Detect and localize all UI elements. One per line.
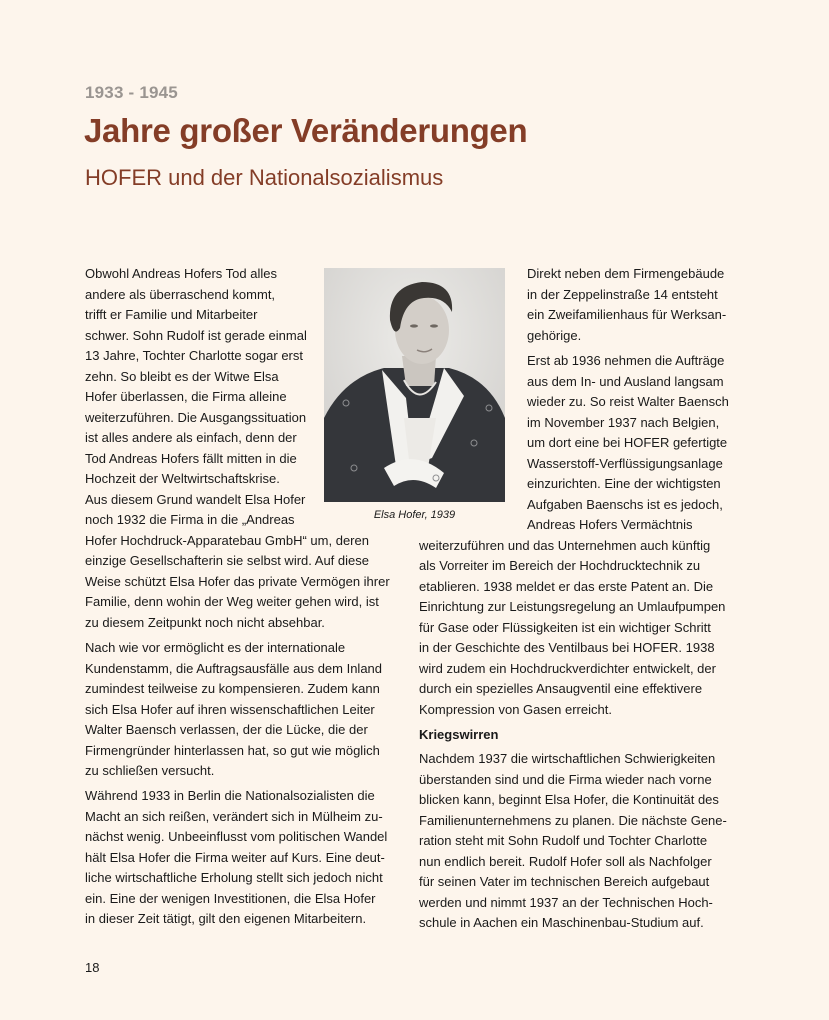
body-text-line: Nachdem 1937 die wirtschaftlichen Schwierigkeiten [419,751,716,766]
body-text-line: zu diesem Zeitpunkt noch nicht absehbar. [85,614,325,630]
body-text-line: Aufgaben Baenschs ist es jedoch, [527,496,723,512]
body-text-line: liche wirtschaftliche Erholung stellt sich jedoch nicht [85,870,383,885]
body-text-line: Firmengründer hinterlassen hat, so gut wie möglich [85,742,380,758]
body-text-line: ein. Eine der wenigen Investitionen, die Elsa Hofer [85,890,376,906]
body-text-line: Walter Baensch verlassen, der die Lücke, die der [85,722,368,737]
body-text-line: noch 1932 die Firma in die „Andreas [85,512,295,527]
page-subtitle: HOFER und der Nationalsozialismus [85,165,444,190]
body-text-line: ein Zweifamilienhaus für Werksan- [527,307,727,322]
body-text-line: einzige Gesellschafterin sie selbst wird. Auf diese [85,553,369,568]
body-text-line: andere als überraschend kommt, [85,286,276,302]
body-text-line: zehn. So bleibt es der Witwe Elsa [85,368,279,384]
body-text-line: Kompression von Gasen erreicht. [419,701,612,717]
body-text-line: gehörige. [527,327,582,343]
body-text-line: im November 1937 nach Belgien, [527,414,720,430]
body-text-line: um dort eine bei HOFER gefertigte [527,435,728,450]
body-text-line: wird zudem ein Hochdruckverdichter entwickelt, der [419,660,716,676]
body-text-line: Hofer Hochdruck-Apparatebau GmbH“ um, deren [85,532,369,548]
body-text-line: Erst ab 1936 nehmen die Aufträge [527,353,725,368]
body-text-line: Familie, denn wohin der Weg weiter gehen wird, ist [85,594,379,609]
body-text-line: blicken kann, beginnt Elsa Hofer, die Kontinuität des [419,792,719,807]
body-text-line: schule in Aachen ein Maschinenbau-Studium auf. [419,915,704,930]
body-text-line: Obwohl Andreas Hofers Tod alles [85,266,277,281]
body-text-line: Andreas Hofers Vermächtnis [527,517,693,532]
photo-caption: Elsa Hofer, 1939 [373,509,456,521]
portrait-illustration [324,268,505,502]
body-text-line: schwer. Sohn Rudolf ist gerade einmal [85,327,307,343]
body-text-line: durch ein spezielles Ansaugventil eine effektivere [419,681,703,696]
body-text-line: Weise schützt Elsa Hofer das private Vermögen ihrer [85,573,390,589]
body-text-line: als Vorreiter im Bereich der Hochdrucktechnik zu [419,558,701,573]
body-text-line: zumindest teilweise zu kompensieren. Zudem kann [85,681,380,696]
period-label: 1933 - 1945 [85,83,178,102]
page-number: 18 [85,960,100,975]
body-text-line: Tod Andreas Hofers fällt mitten in die [85,450,297,466]
body-text-line: weiterzuführen und das Unternehmen auch künftig [419,537,711,553]
body-text-line: nächst wenig. Unbeeinflusst vom politischen Wandel [85,829,388,844]
section-heading: Kriegswirren [419,727,499,742]
body-text-line: aus dem In- und Ausland langsam [527,373,724,389]
body-text-line: Nach wie vor ermöglicht es der internationale [85,640,346,655]
body-text-line: für Gase oder Flüssigkeiten ist ein wichtiger Schritt [419,619,711,635]
body-text-line: ration steht mit Sohn Rudolf und Tochter Charlotte [419,833,708,848]
body-text-line: wieder zu. So reist Walter Baensch [527,394,729,409]
body-text-line: Direkt neben dem Firmengebäude [527,266,725,281]
body-text-line: weiterzuführen. Die Ausgangssituation [85,409,307,425]
body-text-line: Aus diesem Grund wandelt Elsa Hofer [85,491,306,507]
body-text-line: in der Geschichte des Ventilbaus bei HOFER. 1938 [419,640,715,655]
body-text-line: sich Elsa Hofer auf ihren wissenschaftlichen Leiter [85,701,375,717]
body-text-line: Während 1933 in Berlin die Nationalsozialisten die [85,788,375,803]
body-text-line: Hochzeit der Weltwirtschaftskrise. [85,471,280,486]
body-text-line: Kundenstamm, die Auftragsausfälle aus dem Inland [85,660,383,676]
body-text-line: überstanden sind und die Firma wieder nach vorne [419,771,712,787]
body-text-line: einzurichten. Eine der wichtigsten [527,476,721,491]
body-text-line: in der Zeppelinstraße 14 entsteht [527,286,718,302]
body-text-line: ist alles andere als einfach, denn der [85,430,297,445]
body-text-line: Einrichtung zur Leistungsregelung an Umlaufpumpen [419,599,726,614]
body-text-line: Familienunternehmens zu planen. Die nächste Gene- [419,812,727,828]
body-text-line: Wasserstoff-Verflüssigungsanlage [527,455,723,471]
body-text-line: Hofer überlassen, die Firma alleine [85,389,287,404]
body-text-line: hält Elsa Hofer die Firma weiter auf Kurs. Eine deut- [85,849,385,865]
body-text-line: in dieser Zeit tätigt, gilt den eigenen Mitarbeitern. [85,911,367,926]
body-text-line: für seinen Vater im technischen Bereich aufgebaut [419,874,710,889]
body-text-line: 13 Jahre, Tochter Charlotte sogar erst [85,348,303,363]
body-text-line: werden und nimmt 1937 an der Technischen Hoch- [419,894,713,910]
body-text-line: zu schließen versucht. [85,763,215,778]
portrait-photo-icon [324,268,505,502]
body-text-line: nun endlich bereit. Rudolf Hofer soll als Nachfolger [419,853,712,869]
body-text-line: trifft er Familie und Mitarbeiter [85,307,258,322]
body-text-line: etablieren. 1938 meldet er das erste Patent an. Die [419,578,714,594]
body-text-line: Macht an sich reißen, verändert sich in Mülheim zu- [85,808,383,824]
page-title: Jahre großer Veränderungen [84,112,528,149]
